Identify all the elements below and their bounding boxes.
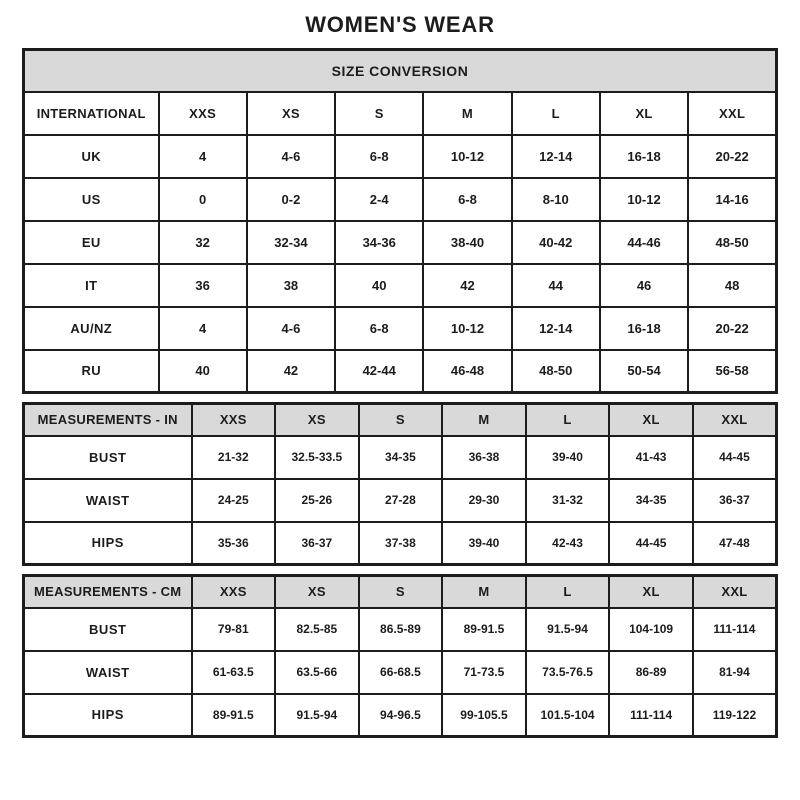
value-cell: 12-14	[512, 135, 600, 178]
size-column-header: XS	[275, 576, 359, 608]
table-row	[24, 221, 777, 264]
size-column-header: XXS	[192, 576, 276, 608]
value-cell: 4	[159, 307, 247, 350]
page-title: WOMEN'S WEAR	[305, 12, 495, 37]
size-column-header: L	[526, 576, 610, 608]
size-conversion-banner-row	[24, 50, 777, 92]
row-label: IT	[24, 264, 159, 307]
value-cell: 66-68.5	[359, 651, 443, 694]
value-cell: 4-6	[247, 135, 335, 178]
value-cell: 32-34	[247, 221, 335, 264]
value-cell: 41-43	[609, 436, 693, 479]
value-cell: 12-14	[512, 307, 600, 350]
value-cell: 2-4	[335, 178, 423, 221]
table-row	[24, 479, 777, 522]
table-row	[24, 651, 777, 694]
value-cell: 32	[159, 221, 247, 264]
value-cell: 0	[159, 178, 247, 221]
value-cell: 0-2	[247, 178, 335, 221]
table-row	[24, 307, 777, 350]
table-title-cell: MEASUREMENTS - CM	[24, 576, 192, 608]
size-column-header: XXS	[192, 404, 276, 436]
size-column-header: M	[442, 576, 526, 608]
row-label: HIPS	[24, 694, 192, 737]
value-cell: 39-40	[442, 522, 526, 565]
value-cell: 89-91.5	[442, 608, 526, 651]
value-cell: 89-91.5	[192, 694, 276, 737]
row-label: WAIST	[24, 651, 192, 694]
label-column-header: INTERNATIONAL	[24, 92, 159, 135]
value-cell: 20-22	[688, 307, 776, 350]
table-row	[24, 264, 777, 307]
value-cell: 104-109	[609, 608, 693, 651]
value-cell: 82.5-85	[275, 608, 359, 651]
size-column-header: M	[442, 404, 526, 436]
value-cell: 40	[159, 350, 247, 393]
row-label: EU	[24, 221, 159, 264]
column-header-row	[24, 404, 777, 436]
value-cell: 99-105.5	[442, 694, 526, 737]
size-column-header: XL	[609, 576, 693, 608]
row-label: AU/NZ	[24, 307, 159, 350]
table-row	[24, 135, 777, 178]
value-cell: 63.5-66	[275, 651, 359, 694]
value-cell: 36-38	[442, 436, 526, 479]
value-cell: 94-96.5	[359, 694, 443, 737]
value-cell: 44-45	[693, 436, 777, 479]
value-cell: 39-40	[526, 436, 610, 479]
value-cell: 37-38	[359, 522, 443, 565]
value-cell: 91.5-94	[275, 694, 359, 737]
table-row	[24, 350, 777, 393]
value-cell: 46	[600, 264, 688, 307]
measurements-in-table	[22, 402, 778, 566]
value-cell: 48	[688, 264, 776, 307]
table-title-cell: MEASUREMENTS - IN	[24, 404, 192, 436]
value-cell: 40	[335, 264, 423, 307]
value-cell: 14-16	[688, 178, 776, 221]
size-column-header: S	[335, 92, 423, 135]
row-label: HIPS	[24, 522, 192, 565]
value-cell: 36	[159, 264, 247, 307]
row-label: BUST	[24, 436, 192, 479]
value-cell: 25-26	[275, 479, 359, 522]
value-cell: 10-12	[423, 135, 511, 178]
value-cell: 42	[423, 264, 511, 307]
value-cell: 35-36	[192, 522, 276, 565]
value-cell: 31-32	[526, 479, 610, 522]
value-cell: 47-48	[693, 522, 777, 565]
size-column-header: XXS	[159, 92, 247, 135]
measurements-cm-body	[24, 576, 777, 737]
value-cell: 6-8	[423, 178, 511, 221]
size-conversion-header: SIZE CONVERSION	[24, 50, 777, 92]
column-header-row	[24, 92, 777, 135]
value-cell: 10-12	[600, 178, 688, 221]
size-conversion-table	[22, 48, 778, 394]
value-cell: 119-122	[693, 694, 777, 737]
measurements-in-body	[24, 404, 777, 565]
value-cell: 36-37	[275, 522, 359, 565]
size-column-header: XXL	[693, 404, 777, 436]
size-column-header: S	[359, 576, 443, 608]
size-column-header: M	[423, 92, 511, 135]
value-cell: 38-40	[423, 221, 511, 264]
table-row	[24, 608, 777, 651]
value-cell: 48-50	[512, 350, 600, 393]
value-cell: 4-6	[247, 307, 335, 350]
value-cell: 8-10	[512, 178, 600, 221]
size-column-header: XS	[275, 404, 359, 436]
value-cell: 16-18	[600, 307, 688, 350]
value-cell: 20-22	[688, 135, 776, 178]
size-column-header: S	[359, 404, 443, 436]
value-cell: 16-18	[600, 135, 688, 178]
row-label: US	[24, 178, 159, 221]
value-cell: 46-48	[423, 350, 511, 393]
row-label: BUST	[24, 608, 192, 651]
value-cell: 42-43	[526, 522, 610, 565]
value-cell: 21-32	[192, 436, 276, 479]
value-cell: 101.5-104	[526, 694, 610, 737]
value-cell: 29-30	[442, 479, 526, 522]
row-label: RU	[24, 350, 159, 393]
size-column-header: XL	[600, 92, 688, 135]
size-conversion-body	[24, 92, 777, 393]
value-cell: 6-8	[335, 307, 423, 350]
value-cell: 34-35	[359, 436, 443, 479]
value-cell: 40-42	[512, 221, 600, 264]
value-cell: 61-63.5	[192, 651, 276, 694]
value-cell: 27-28	[359, 479, 443, 522]
row-label: UK	[24, 135, 159, 178]
measurements-cm-table	[22, 574, 778, 738]
value-cell: 4	[159, 135, 247, 178]
value-cell: 86.5-89	[359, 608, 443, 651]
value-cell: 42	[247, 350, 335, 393]
size-column-header: XXL	[693, 576, 777, 608]
value-cell: 111-114	[609, 694, 693, 737]
size-column-header: L	[526, 404, 610, 436]
value-cell: 10-12	[423, 307, 511, 350]
value-cell: 34-35	[609, 479, 693, 522]
table-row	[24, 694, 777, 737]
value-cell: 86-89	[609, 651, 693, 694]
value-cell: 38	[247, 264, 335, 307]
value-cell: 44	[512, 264, 600, 307]
value-cell: 44-45	[609, 522, 693, 565]
value-cell: 36-37	[693, 479, 777, 522]
value-cell: 111-114	[693, 608, 777, 651]
row-label: WAIST	[24, 479, 192, 522]
value-cell: 44-46	[600, 221, 688, 264]
value-cell: 79-81	[192, 608, 276, 651]
table-row	[24, 522, 777, 565]
table-row	[24, 436, 777, 479]
table-row	[24, 178, 777, 221]
value-cell: 81-94	[693, 651, 777, 694]
value-cell: 42-44	[335, 350, 423, 393]
value-cell: 50-54	[600, 350, 688, 393]
value-cell: 56-58	[688, 350, 776, 393]
value-cell: 71-73.5	[442, 651, 526, 694]
value-cell: 34-36	[335, 221, 423, 264]
size-column-header: L	[512, 92, 600, 135]
size-column-header: XXL	[688, 92, 776, 135]
size-column-header: XL	[609, 404, 693, 436]
size-column-header: XS	[247, 92, 335, 135]
value-cell: 32.5-33.5	[275, 436, 359, 479]
column-header-row	[24, 576, 777, 608]
value-cell: 48-50	[688, 221, 776, 264]
value-cell: 91.5-94	[526, 608, 610, 651]
value-cell: 73.5-76.5	[526, 651, 610, 694]
value-cell: 24-25	[192, 479, 276, 522]
value-cell: 6-8	[335, 135, 423, 178]
